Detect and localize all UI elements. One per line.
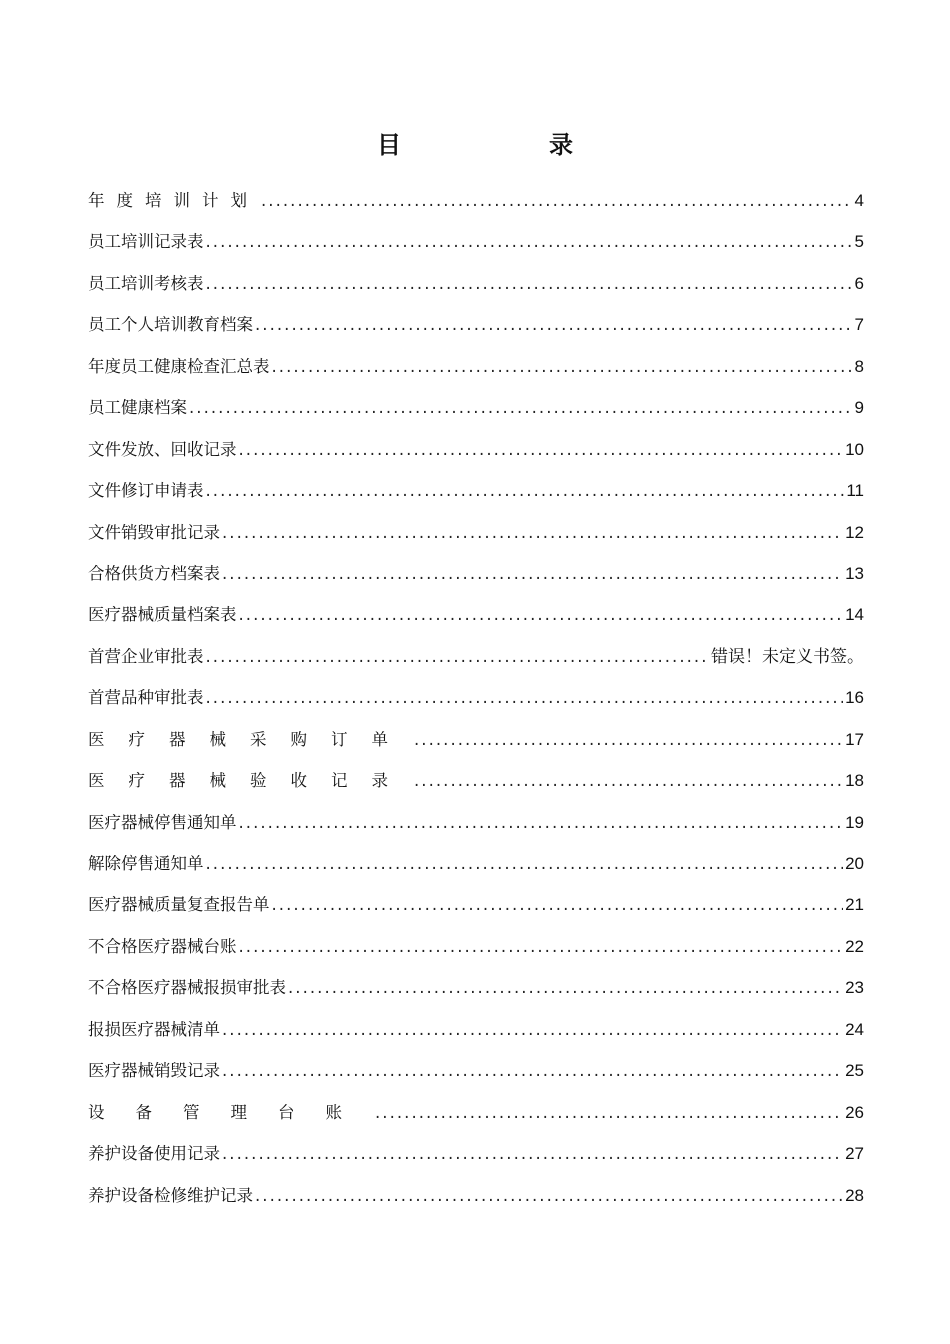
toc-entry-label: 医疗器械销毁记录 xyxy=(88,1061,220,1081)
toc-page-number: 18 xyxy=(845,771,864,791)
toc-entry[interactable] xyxy=(88,807,864,848)
toc-entry[interactable] xyxy=(88,1055,864,1096)
toc-entry[interactable] xyxy=(88,1014,864,1055)
dot-leader xyxy=(206,641,710,673)
toc-entry[interactable] xyxy=(88,599,864,640)
toc-page-number: 27 xyxy=(845,1144,864,1164)
toc-page-number: 26 xyxy=(845,1102,864,1122)
toc-entry[interactable] xyxy=(88,972,864,1013)
toc-entry-label: 医疗器械停售通知单 xyxy=(88,812,237,832)
toc-entry[interactable] xyxy=(88,765,864,806)
toc-entry[interactable] xyxy=(88,517,864,558)
toc-page-number: 6 xyxy=(854,273,864,293)
dot-leader xyxy=(239,807,844,839)
toc-entry[interactable] xyxy=(88,682,864,723)
toc-entry-label: 养护设备检修维护记录 xyxy=(88,1185,253,1205)
toc-entry[interactable] xyxy=(88,931,864,972)
toc-entry-label: 设备管理台账 xyxy=(88,1102,373,1122)
toc-page-number: 28 xyxy=(845,1185,864,1205)
dot-leader xyxy=(222,558,843,590)
toc-entry-label: 不合格医疗器械报损审批表 xyxy=(88,978,286,998)
toc-entry-label: 文件发放、回收记录 xyxy=(88,439,237,459)
toc-entry-label: 文件修订申请表 xyxy=(88,481,204,501)
toc-entry-label: 医疗器械采购订单 xyxy=(88,729,412,749)
toc-page-number: 17 xyxy=(845,729,864,749)
toc-entry-label: 医疗器械质量档案表 xyxy=(88,605,237,625)
toc-entry[interactable] xyxy=(88,226,864,267)
toc-page-number: 24 xyxy=(845,1019,864,1039)
toc-page-number: 9 xyxy=(854,398,864,418)
dot-leader xyxy=(206,682,844,714)
dot-leader xyxy=(261,185,853,217)
toc-entry[interactable] xyxy=(88,351,864,392)
dot-leader xyxy=(272,889,844,921)
toc-entry-label: 医疗器械质量复查报告单 xyxy=(88,895,270,915)
toc-page-number: 20 xyxy=(845,854,864,873)
toc-entry-label: 首营企业审批表 xyxy=(88,646,204,666)
toc-entry[interactable] xyxy=(88,1180,864,1221)
toc-entry-label: 医疗器械验收记录 xyxy=(88,771,412,791)
dot-leader xyxy=(272,351,853,383)
toc-page-number: 10 xyxy=(845,439,864,459)
toc-page-number: 14 xyxy=(845,605,864,625)
toc-entry-label: 年度员工健康检查汇总表 xyxy=(88,356,270,376)
toc-page-number: 13 xyxy=(845,563,864,583)
dot-leader xyxy=(239,599,844,631)
toc-page-number: 4 xyxy=(854,191,864,210)
dot-leader xyxy=(222,1014,843,1046)
table-of-contents xyxy=(88,185,864,1221)
toc-entry-label: 员工健康档案 xyxy=(88,398,187,418)
toc-page-number: 22 xyxy=(845,936,864,956)
dot-leader xyxy=(239,931,844,963)
dot-leader xyxy=(206,268,853,300)
toc-entry[interactable] xyxy=(88,724,864,765)
dot-leader xyxy=(255,309,853,341)
dot-leader xyxy=(206,848,844,880)
dot-leader xyxy=(414,724,843,756)
toc-entry-label: 员工个人培训教育档案 xyxy=(88,315,253,335)
toc-entry-label: 文件销毁审批记录 xyxy=(88,522,220,542)
dot-leader xyxy=(414,765,843,797)
toc-entry[interactable] xyxy=(88,185,864,226)
dot-leader xyxy=(288,972,843,1004)
toc-entry[interactable] xyxy=(88,1138,864,1179)
toc-page-number: 19 xyxy=(845,812,864,832)
toc-page-number: 5 xyxy=(854,232,864,252)
toc-page-number: 错误！未定义书签。 xyxy=(711,646,864,666)
toc-entry-label: 解除停售通知单 xyxy=(88,854,204,873)
toc-entry[interactable] xyxy=(88,268,864,309)
page-title: 目 录 xyxy=(377,131,635,159)
toc-page-number: 12 xyxy=(845,522,864,542)
dot-leader xyxy=(222,1055,843,1087)
toc-entry-label: 不合格医疗器械台账 xyxy=(88,936,237,956)
dot-leader xyxy=(206,226,853,258)
toc-entry[interactable] xyxy=(88,889,864,930)
dot-leader xyxy=(239,434,844,466)
toc-entry[interactable] xyxy=(88,1097,864,1138)
toc-page-number: 23 xyxy=(845,978,864,998)
dot-leader xyxy=(189,392,853,424)
toc-entry-label: 员工培训记录表 xyxy=(88,232,204,252)
toc-entry[interactable] xyxy=(88,475,864,516)
toc-entry[interactable] xyxy=(88,848,864,889)
toc-entry-label: 年度培训计划 xyxy=(88,191,259,210)
dot-leader xyxy=(222,517,843,549)
toc-entry-label: 报损医疗器械清单 xyxy=(88,1019,220,1039)
toc-entry-label: 养护设备使用记录 xyxy=(88,1144,220,1164)
dot-leader xyxy=(222,1138,843,1170)
toc-page-number: 8 xyxy=(854,356,864,376)
dot-leader xyxy=(375,1097,843,1129)
toc-entry[interactable] xyxy=(88,434,864,475)
toc-entry-label: 员工培训考核表 xyxy=(88,273,204,293)
toc-page-number: 21 xyxy=(845,895,864,915)
dot-leader xyxy=(206,475,845,507)
toc-page-number: 16 xyxy=(845,688,864,708)
toc-entry[interactable] xyxy=(88,558,864,599)
toc-entry-label: 合格供货方档案表 xyxy=(88,563,220,583)
toc-entry[interactable] xyxy=(88,392,864,433)
toc-page-number: 11 xyxy=(846,481,864,501)
toc-entry[interactable] xyxy=(88,641,864,682)
dot-leader xyxy=(255,1180,843,1212)
toc-page-number: 25 xyxy=(845,1061,864,1081)
toc-entry-label: 首营品种审批表 xyxy=(88,688,204,708)
toc-entry[interactable] xyxy=(88,309,864,350)
toc-page-number: 7 xyxy=(854,315,864,335)
